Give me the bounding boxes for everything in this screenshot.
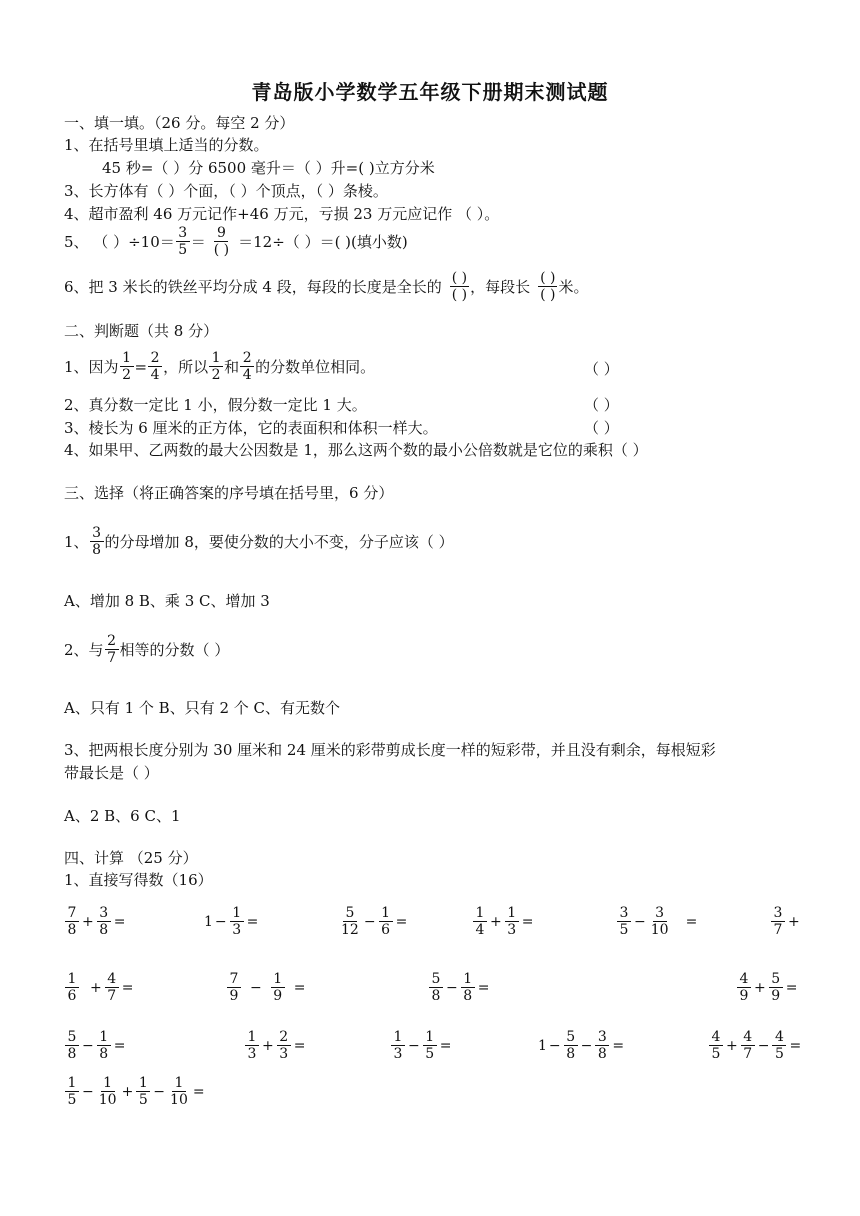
denominator: 9 [229,988,239,1004]
denominator: 5 [67,1092,77,1108]
operator: = [246,913,259,930]
operator: = [685,913,698,930]
section-1-heading: 一、填一填。（26 分。每空 2 分） [64,114,295,132]
fraction [168,1075,190,1108]
denominator: 8 [99,1046,109,1062]
denominator: 3 [393,1046,403,1062]
calc-item [708,1029,803,1062]
denominator: 4 [150,367,160,383]
s1-q1-line: 45 秒=（ ）分 6500 毫升＝（ ）升=( )立方分米 [102,159,435,177]
s1-q1: 1、在括号里填上适当的分数。 [64,136,269,154]
operator: = [121,979,134,996]
operator: − [757,1037,770,1054]
s1-q4: 4、超市盈利 46 万元记作+46 万元，亏损 23 万元应记作 （ ）。 [64,205,500,223]
numerator: ( ) [540,270,556,286]
denominator: 3 [507,922,517,938]
numerator: 1 [461,971,475,988]
operator: = [477,979,490,996]
denominator: 3 [232,922,242,938]
s1-q5-frac-2 [212,225,231,258]
denominator: 5 [425,1046,435,1062]
numerator: 4 [741,1029,755,1046]
fraction [136,1075,150,1108]
denominator: 5 [138,1092,148,1108]
operator: − [214,913,227,930]
s3-q2-text-b: 相等的分数（ ） [119,640,230,659]
s2-q1-text-a: 1、因为 [64,357,119,376]
calc-item [770,905,802,938]
page-title: 青岛版小学数学五年级下册期末测试题 [251,80,609,104]
fraction [97,905,111,938]
operator: = [113,1037,126,1054]
denominator: 9 [771,988,781,1004]
operator: + [82,913,94,930]
s1-q5 [64,225,408,258]
denominator: 12 [341,922,359,938]
numerator: 5 [769,971,783,988]
calc-item [226,971,307,1004]
numerator: 1 [473,905,487,922]
numerator: 7 [227,971,241,988]
calc-item [736,971,799,1004]
fraction [649,905,671,938]
fraction [771,905,785,938]
calc-item [64,1029,127,1062]
denominator: 9 [739,988,749,1004]
section-4-heading: 四、计算 （25 分） [64,849,198,867]
fraction [277,1029,291,1062]
denominator: 5 [178,242,188,258]
s2-q1-frac-2 [148,350,162,383]
fraction [772,1029,786,1062]
numerator: 3 [617,905,631,922]
denominator: 6 [381,922,391,938]
s2-q1-frac-1 [120,350,134,383]
operator: = [439,1037,452,1054]
s1-q6-frac-1 [450,270,469,303]
denominator: 8 [92,542,101,558]
s2-q2-answer-paren: （ ） [584,396,619,414]
operator: + [726,1037,738,1054]
s2-q3: 3、棱长为 6 厘米的正方体，它的表面积和体积一样大。 [64,419,438,437]
operator: − [634,913,646,930]
operator: = [293,979,306,996]
numerator: 1 [423,1029,437,1046]
operator: + [490,913,502,930]
s3-q2-text-a: 2、与 [64,640,104,659]
denominator: ( ) [213,242,230,258]
numerator: 1 [230,905,244,922]
s1-q6-frac-2 [538,270,557,303]
fraction [105,971,119,1004]
s1-q6-post: 米。 [558,277,589,296]
fraction [617,905,631,938]
calc-item [390,1029,453,1062]
operator: + [121,1083,134,1100]
s1-q5-pre: 5、 （ ）÷10＝ [64,232,175,251]
operator: = [521,913,534,930]
numerator: 5 [429,971,443,988]
fraction [379,905,393,938]
numerator: 5 [65,1029,79,1046]
fraction [461,971,475,1004]
numerator: 1 [209,350,223,367]
operator: − [408,1037,420,1054]
operator: − [82,1037,94,1054]
numerator: 3 [97,905,111,922]
denominator: 7 [107,650,116,666]
s2-q1-text-d: 的分数单位相同。 [255,357,376,376]
numerator: 1 [391,1029,405,1046]
numerator: 7 [65,905,79,922]
denominator: 5 [711,1046,721,1062]
denominator: 8 [67,922,77,938]
s2-q1-answer-paren: （ ） [584,360,619,378]
s2-q3-answer-paren: （ ） [584,419,619,437]
s1-q6 [64,270,589,303]
s3-q2-frac [105,633,119,666]
s3-q1-text-b: 的分母增加 8，要使分数的大小不变，分子应该（ ） [104,532,454,551]
denominator: 6 [67,988,77,1004]
fraction [245,1029,259,1062]
s3-q1-frac [90,525,104,558]
fraction [65,1029,79,1062]
operator: − [446,979,458,996]
numerator: 2 [240,350,254,367]
calc-item [428,971,491,1004]
fraction [97,1029,111,1062]
denominator: 4 [242,367,252,383]
s3-q2-options: A、只有 1 个 B、只有 2 个 C、有无数个 [64,699,341,717]
denominator: 5 [619,922,629,938]
operator: + [754,979,766,996]
denominator: 2 [122,367,131,383]
s3-q1 [64,525,454,558]
denominator: 10 [170,1092,188,1108]
operator: = [785,979,798,996]
calc-item [64,971,135,1004]
fraction [391,1029,405,1062]
operator: = [612,1037,625,1054]
s1-q5-eq: ＝ [190,232,206,251]
section-2-heading: 二、判断题（共 8 分） [64,322,219,340]
calc-item [244,1029,307,1062]
s2-q4: 4、如果甲、乙两数的最大公因数是 1，那么这两个数的最小公倍数就是它位的乘积（ ） [64,441,648,459]
numerator: 1 [101,1075,115,1092]
operator: − [548,1037,561,1054]
numerator: 1 [379,905,393,922]
numerator: 1 [65,971,79,988]
fraction [769,971,783,1004]
numerator: 2 [105,633,119,650]
s1-q5-post: ＝12÷（ ）＝( )(填小数) [238,232,408,251]
numerator: ( ) [451,270,468,286]
operator: − [363,913,376,930]
numerator: 1 [136,1075,150,1092]
numerator: 4 [772,1029,786,1046]
fraction [429,971,443,1004]
numerator: 3 [595,1029,609,1046]
numerator: 1 [97,1029,111,1046]
fraction [271,971,285,1004]
numerator: 4 [105,971,119,988]
operator: − [82,1083,94,1100]
operator: = [113,913,126,930]
numerator: 2 [148,350,162,367]
numerator: 1 [120,350,134,367]
calc-item [472,905,535,938]
fraction [65,971,79,1004]
fraction [65,905,79,938]
fraction [339,905,361,938]
s3-q2 [64,633,229,666]
numerator: 1 [505,905,519,922]
fraction [741,1029,755,1062]
s2-q1-text-b: ，所以 [163,357,209,376]
fraction [564,1029,578,1062]
numerator: 5 [564,1029,578,1046]
operator: = [293,1037,306,1054]
s1-q3: 3、长方体有（ ）个面，（ ）个顶点，（ ）条棱。 [64,182,388,200]
calc-item [64,905,127,938]
fraction [473,905,487,938]
calc-item: 1 − $\frac{5}{8}$ − $\frac{3}{8}$ = [538,1029,625,1062]
denominator: 8 [597,1046,607,1062]
operator: + [788,913,800,930]
denominator: 8 [99,922,109,938]
fraction [65,1075,79,1108]
denominator: ( ) [540,287,556,303]
s2-q1-frac-3 [209,350,223,383]
s1-q6-pre: 6、把 3 米长的铁丝平均分成 4 段，每段的长度是全长的 [64,277,442,296]
calc-item [64,1075,207,1108]
fraction [227,971,241,1004]
calc-item [338,905,409,938]
numerator: 3 [771,905,785,922]
s3-q1-text-a: 1、 [64,532,89,551]
denominator: 8 [566,1046,576,1062]
numerator: 5 [343,905,357,922]
numerator: 1 [65,1075,79,1092]
s3-q3-options: A、2 B、6 C、1 [64,807,181,825]
fraction [505,905,519,938]
operator: + [90,979,102,996]
s2-q1-frac-4 [240,350,254,383]
denominator: 4 [475,922,485,938]
denominator: 8 [67,1046,77,1062]
s2-q2: 2、真分数一定比 1 小，假分数一定比 1 大。 [64,396,367,414]
numerator: 4 [737,971,751,988]
fraction [97,1075,119,1108]
numerator: 9 [214,225,228,242]
denominator: 5 [775,1046,784,1062]
operator: = [192,1083,205,1100]
denominator: ( ) [451,287,468,303]
numerator: 3 [176,225,190,242]
numerator: 1 [245,1029,259,1046]
numerator: 1 [172,1075,186,1092]
fraction [230,905,244,938]
s3-q1-options: A、增加 8 B、乘 3 C、增加 3 [64,592,270,610]
denominator: 7 [743,1046,753,1062]
numerator: 3 [653,905,667,922]
operator: = [395,913,408,930]
calc-item: 1 − $\frac{1}{3}$ = [204,905,259,938]
s1-q5-frac-1 [176,225,190,258]
s1-q6-mid: ，每段长 [470,277,531,296]
denominator: 8 [463,988,473,1004]
denominator: 8 [431,988,441,1004]
denominator: 7 [107,988,117,1004]
denominator: 3 [247,1046,257,1062]
s3-q3-line-2: 带最长是（ ） [64,764,159,782]
s2-q1 [64,350,375,383]
fraction [423,1029,437,1062]
denominator: 10 [650,922,669,938]
denominator: 10 [98,1092,117,1108]
denominator: 7 [773,922,783,938]
fraction [737,971,751,1004]
numerator: 4 [709,1029,723,1046]
section-3-heading: 三、选择（将正确答案的序号填在括号里，6 分） [64,484,394,502]
numerator: 1 [271,971,285,988]
operator: + [262,1037,274,1054]
operator: − [250,979,262,996]
denominator: 3 [279,1046,289,1062]
numerator: 2 [277,1029,291,1046]
s2-q1-eq: = [134,357,148,376]
fraction [709,1029,723,1062]
s2-q1-text-c: 和 [224,357,240,376]
calc-item [616,905,699,938]
fraction [595,1029,609,1062]
section-4-sub: 1、直接写得数（16） [64,871,213,889]
operator: = [789,1037,802,1054]
operator: − [153,1083,166,1100]
denominator: 9 [273,988,283,1004]
operator: − [580,1037,593,1054]
numerator: 3 [90,525,104,542]
s3-q3-line-1: 3、把两根长度分别为 30 厘米和 24 厘米的彩带剪成长度一样的短彩带，并且没有剩余，每根短彩 [64,741,716,759]
denominator: 2 [211,367,221,383]
